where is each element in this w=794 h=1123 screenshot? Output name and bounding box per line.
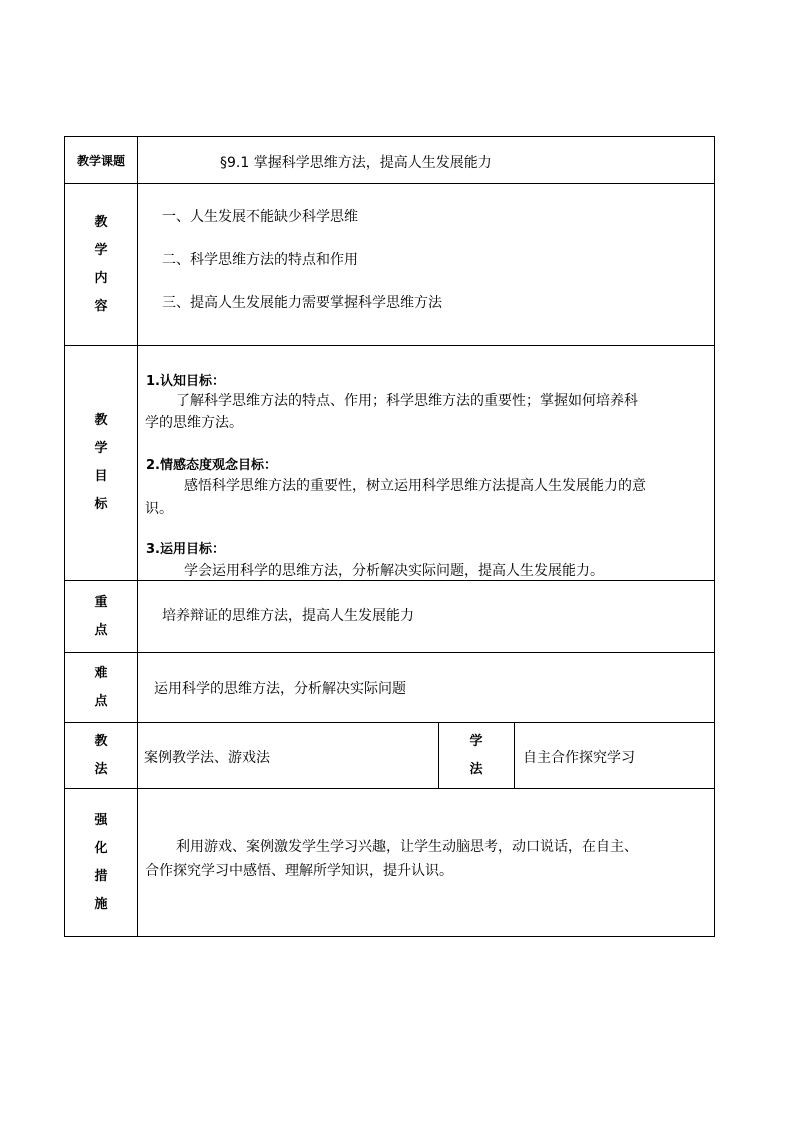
label-char: 法 xyxy=(469,762,483,777)
label-char: 法 xyxy=(94,761,108,777)
label-char: 强 xyxy=(94,812,108,828)
goals-cell xyxy=(138,346,714,580)
label-char: 化 xyxy=(94,840,108,856)
label-char: 标 xyxy=(94,497,108,512)
label-char: 难 xyxy=(94,665,108,681)
difficulty-label xyxy=(65,653,138,722)
content-row-label xyxy=(65,184,138,345)
label-char: 点 xyxy=(94,693,108,709)
goal-text: 感悟科学思维方法的重要性，树立运用科学思维方法提高人生发展能力的意 xyxy=(184,478,646,494)
learning-method-text: 自主合作探究学习 xyxy=(523,750,635,766)
key-point-row xyxy=(65,581,714,653)
label-char: 目 xyxy=(94,469,108,484)
lesson-title: §9.1 掌握科学思维方法，提高人生发展能力 xyxy=(220,155,492,171)
goal-title: 1.认知目标： xyxy=(146,374,225,389)
label-char: 教 xyxy=(94,214,108,230)
methods-cell xyxy=(138,723,714,788)
key-point-cell xyxy=(138,581,714,652)
key-point-text: 培养辩证的思维方法，提高人生发展能力 xyxy=(162,608,414,624)
content-item: 二、科学思维方法的特点和作用 xyxy=(162,252,358,268)
label-char: 教 xyxy=(94,733,108,749)
measures-text: 合作探究学习中感悟、理解所学知识，提升认识。 xyxy=(145,863,453,879)
content-item: 一、人生发展不能缺少科学思维 xyxy=(162,209,358,225)
teaching-method-text: 案例教学法、游戏法 xyxy=(144,750,270,766)
goals-row-label xyxy=(65,346,138,580)
label-char: 点 xyxy=(94,622,108,638)
goal-title: 3.运用目标： xyxy=(146,542,225,557)
difficulty-cell xyxy=(138,653,714,722)
label-char: 重 xyxy=(94,594,108,610)
title-cell xyxy=(138,137,714,183)
measures-label xyxy=(65,789,138,936)
difficulty-text: 运用科学的思维方法，分析解决实际问题 xyxy=(154,681,406,697)
content-item: 三、提高人生发展能力需要掌握科学思维方法 xyxy=(162,295,442,311)
learning-method-label xyxy=(438,728,514,784)
measures-cell xyxy=(138,789,714,936)
content-row xyxy=(65,184,714,346)
difficulty-row xyxy=(65,653,714,723)
goal-text: 学的思维方法。 xyxy=(145,415,243,431)
key-point-label xyxy=(65,581,138,652)
content-cell xyxy=(138,184,714,345)
label-char: 措 xyxy=(94,868,108,884)
methods-row xyxy=(65,723,714,789)
goal-text: 识。 xyxy=(145,501,173,517)
measures-row xyxy=(65,789,714,936)
label-char: 学 xyxy=(469,734,483,749)
goals-row xyxy=(65,346,714,581)
measures-text: 利用游戏、案例激发学生学习兴趣，让学生动脑思考，动口说话，在自主、 xyxy=(176,839,638,855)
label-char: 内 xyxy=(94,270,108,286)
title-row-label xyxy=(65,137,138,183)
label-char: 容 xyxy=(94,298,108,314)
label-char: 施 xyxy=(94,896,108,912)
lesson-plan-table xyxy=(64,136,715,937)
goal-text: 学会运用科学的思维方法，分析解决实际问题，提高人生发展能力。 xyxy=(184,563,604,579)
lesson-topic-label: 教学课题 xyxy=(76,153,125,168)
label-char: 学 xyxy=(94,242,108,258)
goal-text: 了解科学思维方法的特点、作用；科学思维方法的重要性；掌握如何培养科 xyxy=(176,393,638,409)
teaching-method-label xyxy=(65,723,138,788)
cell-divider xyxy=(514,723,515,788)
goal-title: 2.情感态度观念目标： xyxy=(146,458,277,473)
title-row xyxy=(65,137,714,184)
label-char: 教 xyxy=(94,413,108,428)
label-char: 学 xyxy=(94,441,108,456)
